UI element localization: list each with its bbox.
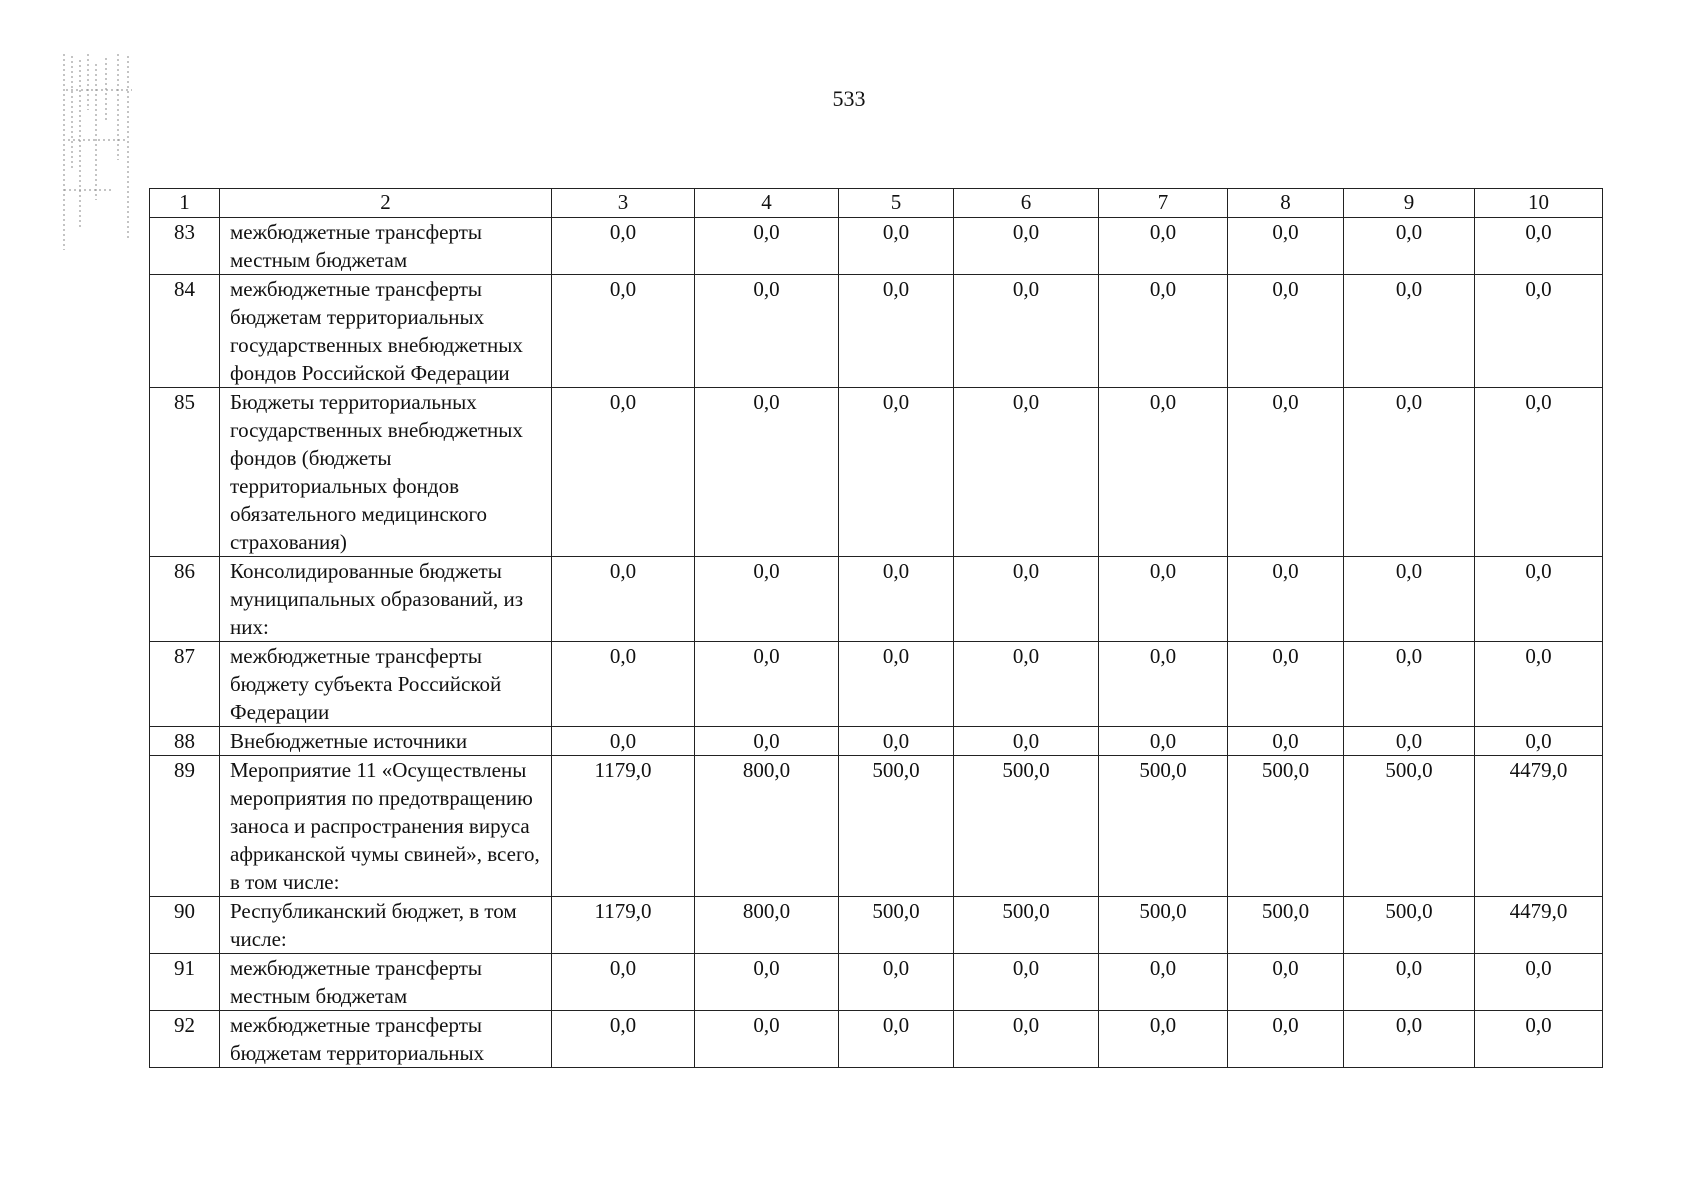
column-header-2: 2 xyxy=(220,189,552,218)
value-cell: 500,0 xyxy=(839,756,954,897)
value-cell: 0,0 xyxy=(839,275,954,388)
value-cell: 0,0 xyxy=(1099,954,1228,1011)
value-cell: 0,0 xyxy=(1099,557,1228,642)
value-cell: 0,0 xyxy=(1475,557,1603,642)
value-cell: 0,0 xyxy=(552,954,695,1011)
value-cell: 0,0 xyxy=(1344,557,1475,642)
row-number: 89 xyxy=(150,756,220,897)
row-name: Бюджеты территориальных государственных внебюджетных фондов (бюджеты территориальных фондов обязательного медицинского страхования) xyxy=(220,388,552,557)
row-number: 90 xyxy=(150,897,220,954)
value-cell: 0,0 xyxy=(954,727,1099,756)
table-row xyxy=(150,954,1603,1011)
column-header-7: 7 xyxy=(1099,189,1228,218)
column-header-6: 6 xyxy=(954,189,1099,218)
column-header-8: 8 xyxy=(1228,189,1344,218)
value-cell: 0,0 xyxy=(695,954,839,1011)
row-number: 88 xyxy=(150,727,220,756)
value-cell: 0,0 xyxy=(552,388,695,557)
value-cell: 0,0 xyxy=(1228,954,1344,1011)
column-header-10: 10 xyxy=(1475,189,1603,218)
value-cell: 0,0 xyxy=(695,275,839,388)
row-name: Мероприятие 11 «Осуществлены мероприятия по предотвращению заноса и распространения вируса африканской чумы свиней», всего, в том числе: xyxy=(220,756,552,897)
value-cell: 0,0 xyxy=(1344,218,1475,275)
value-cell: 0,0 xyxy=(839,954,954,1011)
value-cell: 0,0 xyxy=(954,218,1099,275)
value-cell: 0,0 xyxy=(839,1011,954,1068)
value-cell: 0,0 xyxy=(1344,1011,1475,1068)
value-cell: 1179,0 xyxy=(552,756,695,897)
value-cell: 500,0 xyxy=(1099,756,1228,897)
value-cell: 0,0 xyxy=(552,642,695,727)
value-cell: 0,0 xyxy=(1099,275,1228,388)
column-header-5: 5 xyxy=(839,189,954,218)
column-header-9: 9 xyxy=(1344,189,1475,218)
value-cell: 500,0 xyxy=(1344,756,1475,897)
value-cell: 0,0 xyxy=(1475,1011,1603,1068)
value-cell: 1179,0 xyxy=(552,897,695,954)
value-cell: 500,0 xyxy=(954,756,1099,897)
value-cell: 0,0 xyxy=(552,275,695,388)
value-cell: 0,0 xyxy=(1344,642,1475,727)
page-number: 533 xyxy=(832,86,866,111)
value-cell: 500,0 xyxy=(1344,897,1475,954)
value-cell: 500,0 xyxy=(954,897,1099,954)
row-number: 92 xyxy=(150,1011,220,1068)
table-row xyxy=(150,557,1603,642)
row-number: 86 xyxy=(150,557,220,642)
value-cell: 0,0 xyxy=(1228,727,1344,756)
value-cell: 0,0 xyxy=(954,954,1099,1011)
value-cell: 0,0 xyxy=(1099,727,1228,756)
value-cell: 0,0 xyxy=(695,727,839,756)
value-cell: 0,0 xyxy=(839,642,954,727)
value-cell: 0,0 xyxy=(1228,218,1344,275)
value-cell: 0,0 xyxy=(1475,275,1603,388)
table-body xyxy=(150,218,1603,1068)
row-number: 87 xyxy=(150,642,220,727)
value-cell: 500,0 xyxy=(1228,897,1344,954)
value-cell: 4479,0 xyxy=(1475,897,1603,954)
value-cell: 500,0 xyxy=(1099,897,1228,954)
table-row xyxy=(150,756,1603,897)
row-number: 84 xyxy=(150,275,220,388)
table-row xyxy=(150,727,1603,756)
table-row xyxy=(150,642,1603,727)
value-cell: 0,0 xyxy=(1344,388,1475,557)
value-cell: 0,0 xyxy=(552,1011,695,1068)
row-name: Внебюджетные источники xyxy=(220,727,552,756)
value-cell: 0,0 xyxy=(1228,275,1344,388)
table-row xyxy=(150,218,1603,275)
value-cell: 0,0 xyxy=(954,275,1099,388)
value-cell: 0,0 xyxy=(695,218,839,275)
table-row xyxy=(150,388,1603,557)
value-cell: 0,0 xyxy=(1099,642,1228,727)
value-cell: 0,0 xyxy=(954,388,1099,557)
value-cell: 0,0 xyxy=(552,557,695,642)
value-cell: 0,0 xyxy=(839,557,954,642)
value-cell: 0,0 xyxy=(1228,388,1344,557)
scan-artifact-stamp xyxy=(62,50,134,260)
row-name: Консолидированные бюджеты муниципальных образований, из них: xyxy=(220,557,552,642)
column-header-3: 3 xyxy=(552,189,695,218)
value-cell: 0,0 xyxy=(839,388,954,557)
row-name: Республиканский бюджет, в том числе: xyxy=(220,897,552,954)
value-cell: 0,0 xyxy=(1475,388,1603,557)
value-cell: 500,0 xyxy=(839,897,954,954)
table-row xyxy=(150,897,1603,954)
value-cell: 0,0 xyxy=(695,388,839,557)
table-row xyxy=(150,275,1603,388)
value-cell: 800,0 xyxy=(695,756,839,897)
value-cell: 0,0 xyxy=(954,557,1099,642)
value-cell: 0,0 xyxy=(1344,275,1475,388)
column-header-4: 4 xyxy=(695,189,839,218)
value-cell: 0,0 xyxy=(695,1011,839,1068)
value-cell: 0,0 xyxy=(839,218,954,275)
value-cell: 800,0 xyxy=(695,897,839,954)
value-cell: 0,0 xyxy=(1475,727,1603,756)
header-row xyxy=(150,189,1603,218)
row-number: 85 xyxy=(150,388,220,557)
value-cell: 0,0 xyxy=(1228,642,1344,727)
column-header-1: 1 xyxy=(150,189,220,218)
value-cell: 0,0 xyxy=(1099,1011,1228,1068)
value-cell: 0,0 xyxy=(552,218,695,275)
row-name: межбюджетные трансферты бюджетам территориальных xyxy=(220,1011,552,1068)
value-cell: 0,0 xyxy=(1099,388,1228,557)
value-cell: 0,0 xyxy=(1475,642,1603,727)
value-cell: 0,0 xyxy=(1344,727,1475,756)
value-cell: 0,0 xyxy=(1099,218,1228,275)
row-name: межбюджетные трансферты бюджетам территориальных государственных внебюджетных фондов Российской Федерации xyxy=(220,275,552,388)
value-cell: 0,0 xyxy=(839,727,954,756)
row-number: 91 xyxy=(150,954,220,1011)
value-cell: 500,0 xyxy=(1228,756,1344,897)
budget-table xyxy=(149,188,1603,1068)
value-cell: 0,0 xyxy=(1228,1011,1344,1068)
value-cell: 4479,0 xyxy=(1475,756,1603,897)
row-name: межбюджетные трансферты местным бюджетам xyxy=(220,218,552,275)
row-name: межбюджетные трансферты местным бюджетам xyxy=(220,954,552,1011)
value-cell: 0,0 xyxy=(1344,954,1475,1011)
value-cell: 0,0 xyxy=(1228,557,1344,642)
value-cell: 0,0 xyxy=(1475,218,1603,275)
value-cell: 0,0 xyxy=(1475,954,1603,1011)
value-cell: 0,0 xyxy=(695,557,839,642)
table-row xyxy=(150,1011,1603,1068)
row-name: межбюджетные трансферты бюджету субъекта Российской Федерации xyxy=(220,642,552,727)
value-cell: 0,0 xyxy=(695,642,839,727)
value-cell: 0,0 xyxy=(552,727,695,756)
value-cell: 0,0 xyxy=(954,642,1099,727)
row-number: 83 xyxy=(150,218,220,275)
value-cell: 0,0 xyxy=(954,1011,1099,1068)
